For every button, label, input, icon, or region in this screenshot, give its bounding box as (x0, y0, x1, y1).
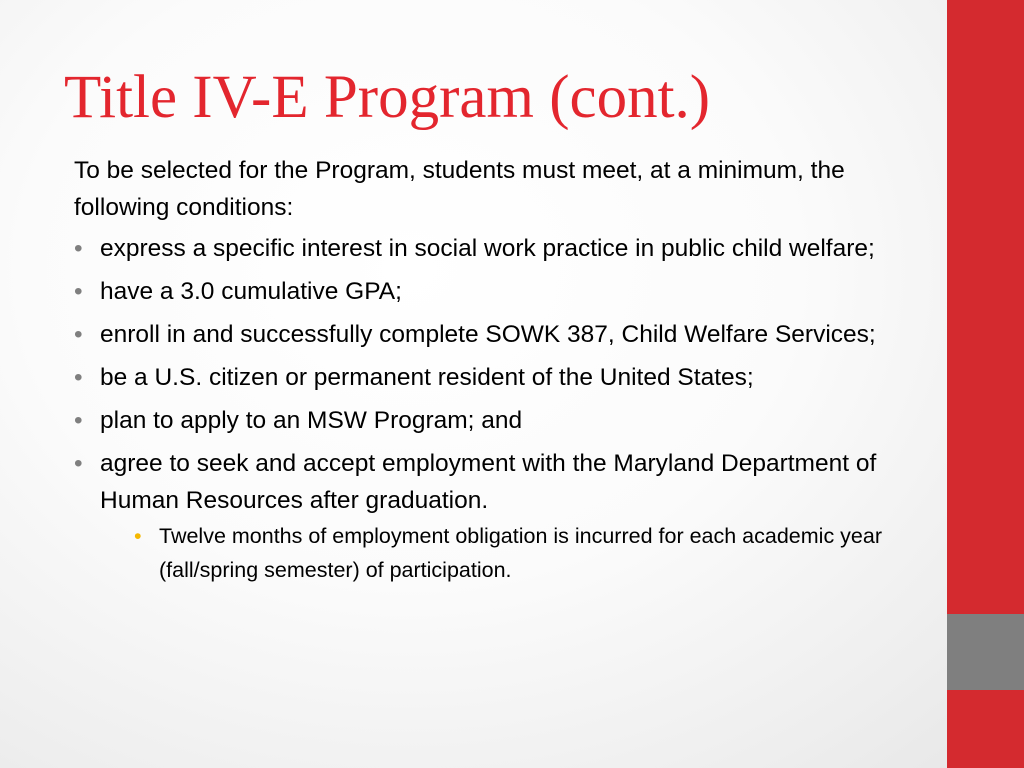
intro-text: To be selected for the Program, students must meet, at a minimum, the following conditions: (74, 157, 845, 221)
list-item-text: have a 3.0 cumulative GPA; (100, 278, 402, 305)
bullet-dot-icon: • (74, 450, 83, 477)
side-bar-bottom-segment (947, 690, 1024, 768)
side-bar-middle-segment (947, 614, 1024, 690)
list-item-text: enroll in and successfully complete SOWK 387, Child Welfare Services; (100, 321, 876, 348)
list-item (74, 445, 884, 587)
bullet-dot-icon: • (74, 364, 83, 391)
list-item (74, 359, 884, 396)
sub-list-item-text: Twelve months of employment obligation is incurred for each academic year (fall/spring semester) of participation. (159, 524, 882, 582)
list-item (74, 316, 884, 353)
side-accent-bar (947, 0, 1024, 768)
sub-list (100, 519, 884, 587)
slide-body (74, 152, 884, 593)
list-item (74, 402, 884, 439)
condition-list (74, 230, 884, 587)
list-item (74, 273, 884, 310)
list-item-text: plan to apply to an MSW Program; and (100, 407, 523, 434)
list-item (74, 230, 884, 267)
sub-list-item (134, 519, 884, 587)
list-item-text: be a U.S. citizen or permanent resident of the United States; (100, 364, 754, 391)
list-item-text: agree to seek and accept employment with the Maryland Department of Human Resources after graduation. (100, 450, 877, 514)
bullet-dot-icon: • (74, 235, 83, 262)
list-item-text: express a specific interest in social work practice in public child welfare; (100, 235, 875, 262)
sub-bullet-dot-icon: • (134, 524, 142, 548)
slide-title: Title IV-E Program (cont.) (64, 64, 711, 131)
bullet-dot-icon: • (74, 278, 83, 305)
side-bar-top-segment (947, 0, 1024, 614)
bullet-dot-icon: • (74, 407, 83, 434)
bullet-dot-icon: • (74, 321, 83, 348)
